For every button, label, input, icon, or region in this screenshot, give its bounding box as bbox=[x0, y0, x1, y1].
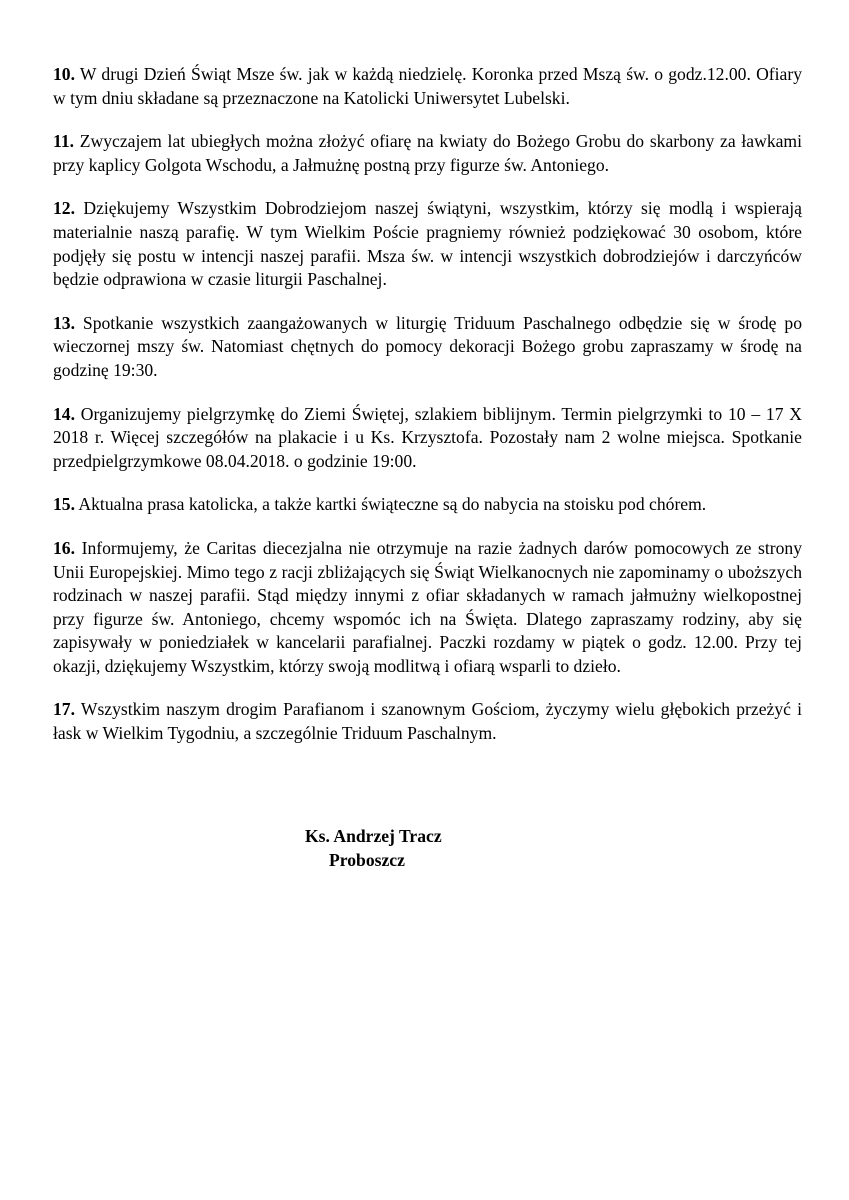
announcement-number: 15. bbox=[53, 494, 75, 515]
announcement-10 bbox=[53, 63, 802, 110]
announcement-number: 16. bbox=[53, 537, 75, 558]
announcement-number: 17. bbox=[53, 699, 75, 720]
announcement-text: Organizujemy pielgrzymkę do Ziemi Świętej, szlakiem biblijnym. Termin pielgrzymki to 10 – 17 X 2018 r. Więcej szczegółów na plakacie i u Ks. Krzysztofa. Pozostały nam 2 wolne miejsca. Spotkanie przedpielgrzymkowe 08.04.2018. o godzinie 19:00. bbox=[53, 403, 802, 471]
announcement-15 bbox=[53, 493, 802, 517]
signature-block bbox=[305, 824, 442, 872]
announcement-16 bbox=[53, 537, 802, 679]
announcement-12 bbox=[53, 197, 802, 291]
announcement-text: W drugi Dzień Świąt Msze św. jak w każdą niedzielę. Koronka przed Mszą św. o godz.12.00. Ofiary w tym dniu składane są przeznaczone na Katolicki Uniwersytet Lubelski. bbox=[53, 64, 802, 108]
announcement-text: Aktualna prasa katolicka, a także kartki świąteczne są do nabycia na stoisku pod chórem. bbox=[75, 494, 707, 515]
announcement-number: 10. bbox=[53, 64, 75, 84]
announcement-number: 13. bbox=[53, 312, 75, 333]
signature-title: Proboszcz bbox=[329, 850, 405, 870]
announcement-number: 12. bbox=[53, 198, 75, 219]
announcement-text: Zwyczajem lat ubiegłych można złożyć ofiarę na kwiaty do Bożego Grobu do skarbony za ławkami przy kaplicy Golgota Wschodu, a Jałmużnę postną przy figurze św. Antoniego. bbox=[53, 131, 802, 175]
announcement-13 bbox=[53, 312, 802, 383]
announcement-number: 14. bbox=[53, 403, 75, 424]
announcement-text: Spotkanie wszystkich zaangażowanych w liturgię Triduum Paschalnego odbędzie się w środę po wieczornej mszy św. Natomiast chętnych do pomocy dekoracji Bożego grobu zapraszamy w środę na godzinę 19:30. bbox=[53, 312, 802, 380]
announcement-14 bbox=[53, 403, 802, 474]
announcement-number: 11. bbox=[53, 131, 75, 152]
announcement-text: Wszystkim naszym drogim Parafianom i szanownym Gościom, życzymy wielu głębokich przeżyć i łask w Wielkim Tygodniu, a szczególnie Triduum Paschalnym. bbox=[53, 699, 802, 744]
signature-name: Ks. Andrzej Tracz bbox=[305, 826, 442, 846]
announcement-text: Informujemy, że Caritas diecezjalna nie otrzymuje na razie żadnych darów pomocowych ze strony Unii Europejskiej. Mimo tego z racji zbliżających się Świąt Wielkanocnych nie zapominamy o uboższych rodzinach w naszej parafii. Stąd między innymi z ofiar składanych w ramach jałmużny wielkopostnej przy figurze św. Antoniego, chcemy wspomóc ich na Święta. Dlatego zapraszamy rodziny, aby się zapisywały w poniedziałek w kancelarii parafialnej. Paczki rozdamy w piątek o godz. 12.00. Przy tej okazji, dziękujemy Wszystkim, którzy swoją modlitwą i ofiarą wsparli to dzieło. bbox=[53, 537, 802, 676]
announcement-17 bbox=[53, 698, 802, 745]
announcement-11 bbox=[53, 130, 802, 177]
announcement-text: Dziękujemy Wszystkim Dobrodziejom naszej świątyni, wszystkim, którzy się modlą i wspierają materialnie naszą parafię. W tym Wielkim Poście pragniemy również podziękować 30 osobom, które podjęły się postu w intencji naszej parafii. Msza św. w intencji wszystkich dobrodziejów i darczyńców będzie odprawiona w czasie liturgii Paschalnej. bbox=[53, 198, 802, 290]
